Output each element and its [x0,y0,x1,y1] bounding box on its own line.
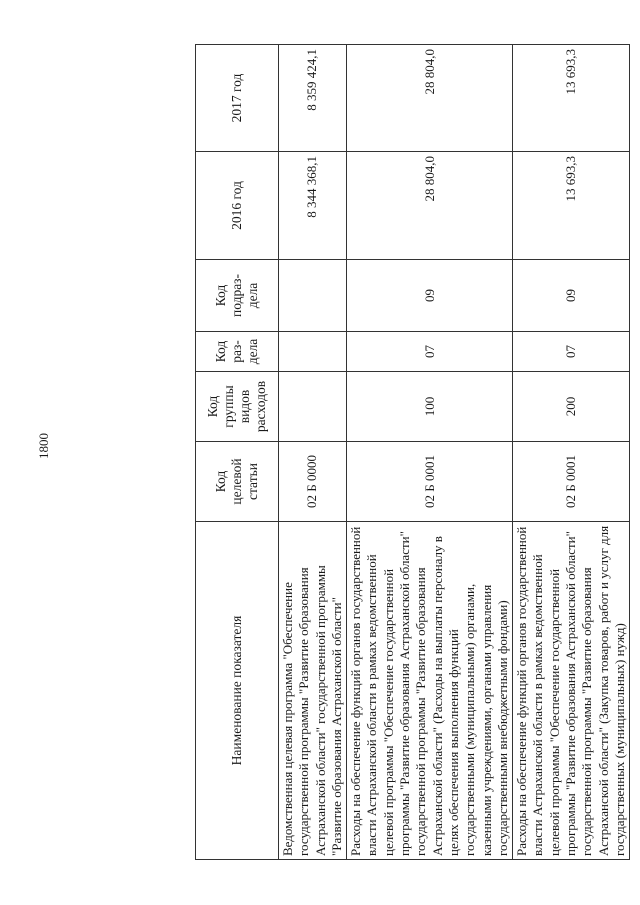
table-row [513,45,630,860]
table-header-row [196,45,279,860]
header-year-2017: 2017 год [196,45,279,152]
row-target-code: 02 Б 0000 [279,442,347,522]
row-subsection: 09 [513,260,630,332]
row-value-2016: 8 344 368,1 [279,152,347,260]
table-row [279,45,347,860]
row-section: 07 [513,332,630,372]
row-value-2017: 28 804,0 [347,45,513,152]
row-value-2017: 13 693,3 [513,45,630,152]
row-section [279,332,347,372]
row-value-2016: 28 804,0 [347,152,513,260]
row-name: Расходы на обеспечение функций органов государственной власти Астраханской области в рамках ведомственной целевой программы "Обеспечение государственной программы "Развитие образования Астраханской области" государственной программы "Развитие образования Астраханской области" (Расходы на выплаты персоналу в целях обеспечения выполнения функций государственными (муниципальными) органами, казенными учреждениями, органами управления государственными внебюджетными фондами) [347,522,513,860]
header-subsection: Код подраз-дела [196,260,279,332]
row-subsection [279,260,347,332]
row-section: 07 [347,332,513,372]
row-name: Расходы на обеспечение функций органов государственной власти Астраханской области в рамках ведомственной целевой программы "Обеспечение государственной программы "Развитие образования Астраханской области" государственной программы "Развитие образования Астраханской области" (Закупка товаров, работ и услуг для государственных (муниципальных) нужд) [513,522,630,860]
header-name: Наименование показателя [196,522,279,860]
budget-table-container [195,45,627,860]
budget-table [195,44,630,860]
page-number: 1800 [36,433,51,459]
header-section: Код раз-дела [196,332,279,372]
row-name: Ведомственная целевая программа "Обеспечение государственной программы "Развитие образования Астраханской области" государственной программы "Развитие образования Астраханской области" [279,522,347,860]
row-target-code: 02 Б 0001 [513,442,630,522]
row-subsection: 09 [347,260,513,332]
row-expense-group: 200 [513,372,630,442]
row-value-2017: 8 359 424,1 [279,45,347,152]
header-expense-group: Код группы видов расходов [196,372,279,442]
header-target-code: Код целевой статьи [196,442,279,522]
row-target-code: 02 Б 0001 [347,442,513,522]
row-expense-group [279,372,347,442]
row-expense-group: 100 [347,372,513,442]
table-row [347,45,513,860]
row-value-2016: 13 693,3 [513,152,630,260]
header-year-2016: 2016 год [196,152,279,260]
